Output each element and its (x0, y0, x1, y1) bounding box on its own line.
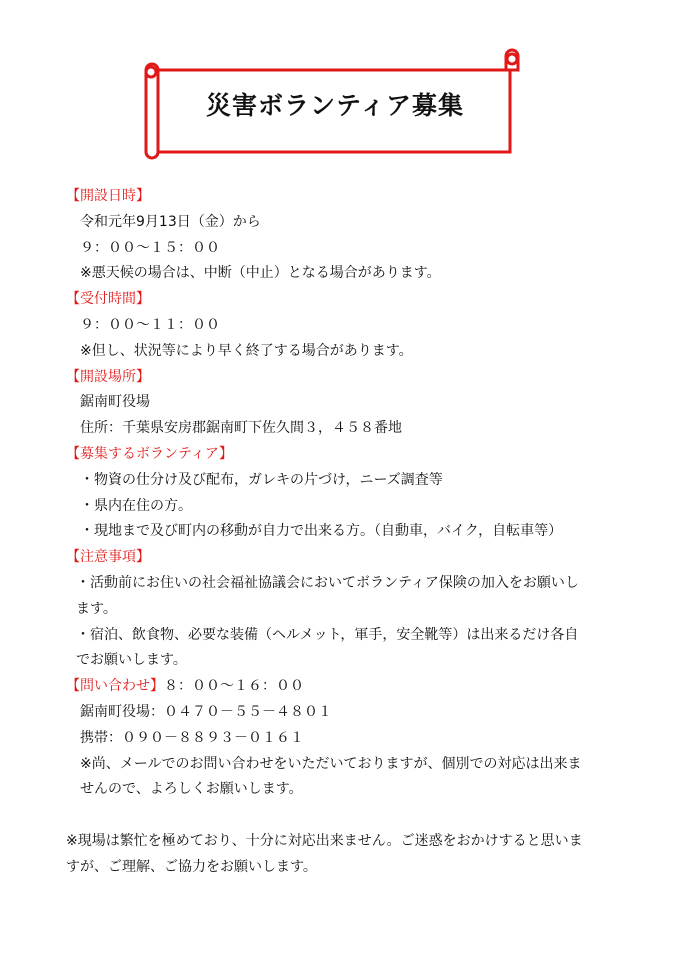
note-line: ・活動前にお住いの社会福祉協議会においてボランティア保険の加入をお願いし (76, 574, 579, 591)
place-address: 住所：千葉県安房郡鋸南町下佐久間３，４５８番地 (80, 420, 402, 437)
spacer (66, 803, 651, 829)
heading-volunteers: 【募集するボランティア】 (66, 445, 233, 462)
hours-time: ９：００～１５：００ (80, 239, 220, 256)
volunteer-item: ・現地まで及び町内の移動が自力で出来る方。（自動車，バイク，自転車等） (80, 523, 563, 540)
footer-note: すが、ご理解、ご協力をお願いします。 (66, 858, 317, 875)
heading-place: 【開設場所】 (66, 368, 150, 385)
page-title: 災害ボランティア募集 (205, 91, 464, 120)
place-name: 鋸南町役場 (80, 394, 150, 411)
heading-notes: 【注意事項】 (66, 549, 150, 566)
heading-hours: 【開設日時】 (66, 188, 150, 204)
note-line: でお願いします。 (76, 652, 187, 669)
volunteer-item: ・物資の仕分け及び配布，ガレキの片づけ，ニーズ調査等 (80, 471, 443, 488)
contact-heading-row (66, 674, 651, 700)
document-body (66, 184, 651, 881)
contact-email-note: せんので、よろしくお願いします。 (80, 781, 303, 798)
footer-note: ※現場は繁忙を極めており、十分に対応出来ません。ご迷惑をおかけすると思いま (66, 833, 583, 850)
heading-contact: 【問い合わせ】 (66, 678, 164, 695)
hours-note: ※悪天候の場合は、中断（中止）となる場合があります。 (80, 265, 441, 282)
contact-office-phone: 鋸南町役場：０４７０－５５－４８０１ (80, 703, 332, 720)
note-line: ます。 (76, 600, 117, 617)
note-line: ・宿泊、飲食物、必要な装備（ヘルメット，軍手，安全靴等）は出来るだけ各自 (76, 626, 579, 643)
reception-note: ※但し、状況等により早く終了する場合があります。 (80, 342, 413, 359)
volunteer-item: ・県内在住の方。 (80, 497, 192, 514)
reception-time: ９：００～１１：００ (80, 316, 220, 333)
contact-mobile-phone: 携帯：０９０－８８９３－０１６１ (80, 729, 304, 746)
hours-date: 令和元年9月13日（金）から (80, 213, 261, 230)
title-banner (140, 48, 530, 164)
contact-hours: ８：００～１６：００ (164, 678, 304, 695)
heading-reception: 【受付時間】 (66, 291, 150, 308)
contact-email-note: ※尚、メールでのお問い合わせをいただいておりますが、個別での対応は出来ま (80, 755, 582, 772)
